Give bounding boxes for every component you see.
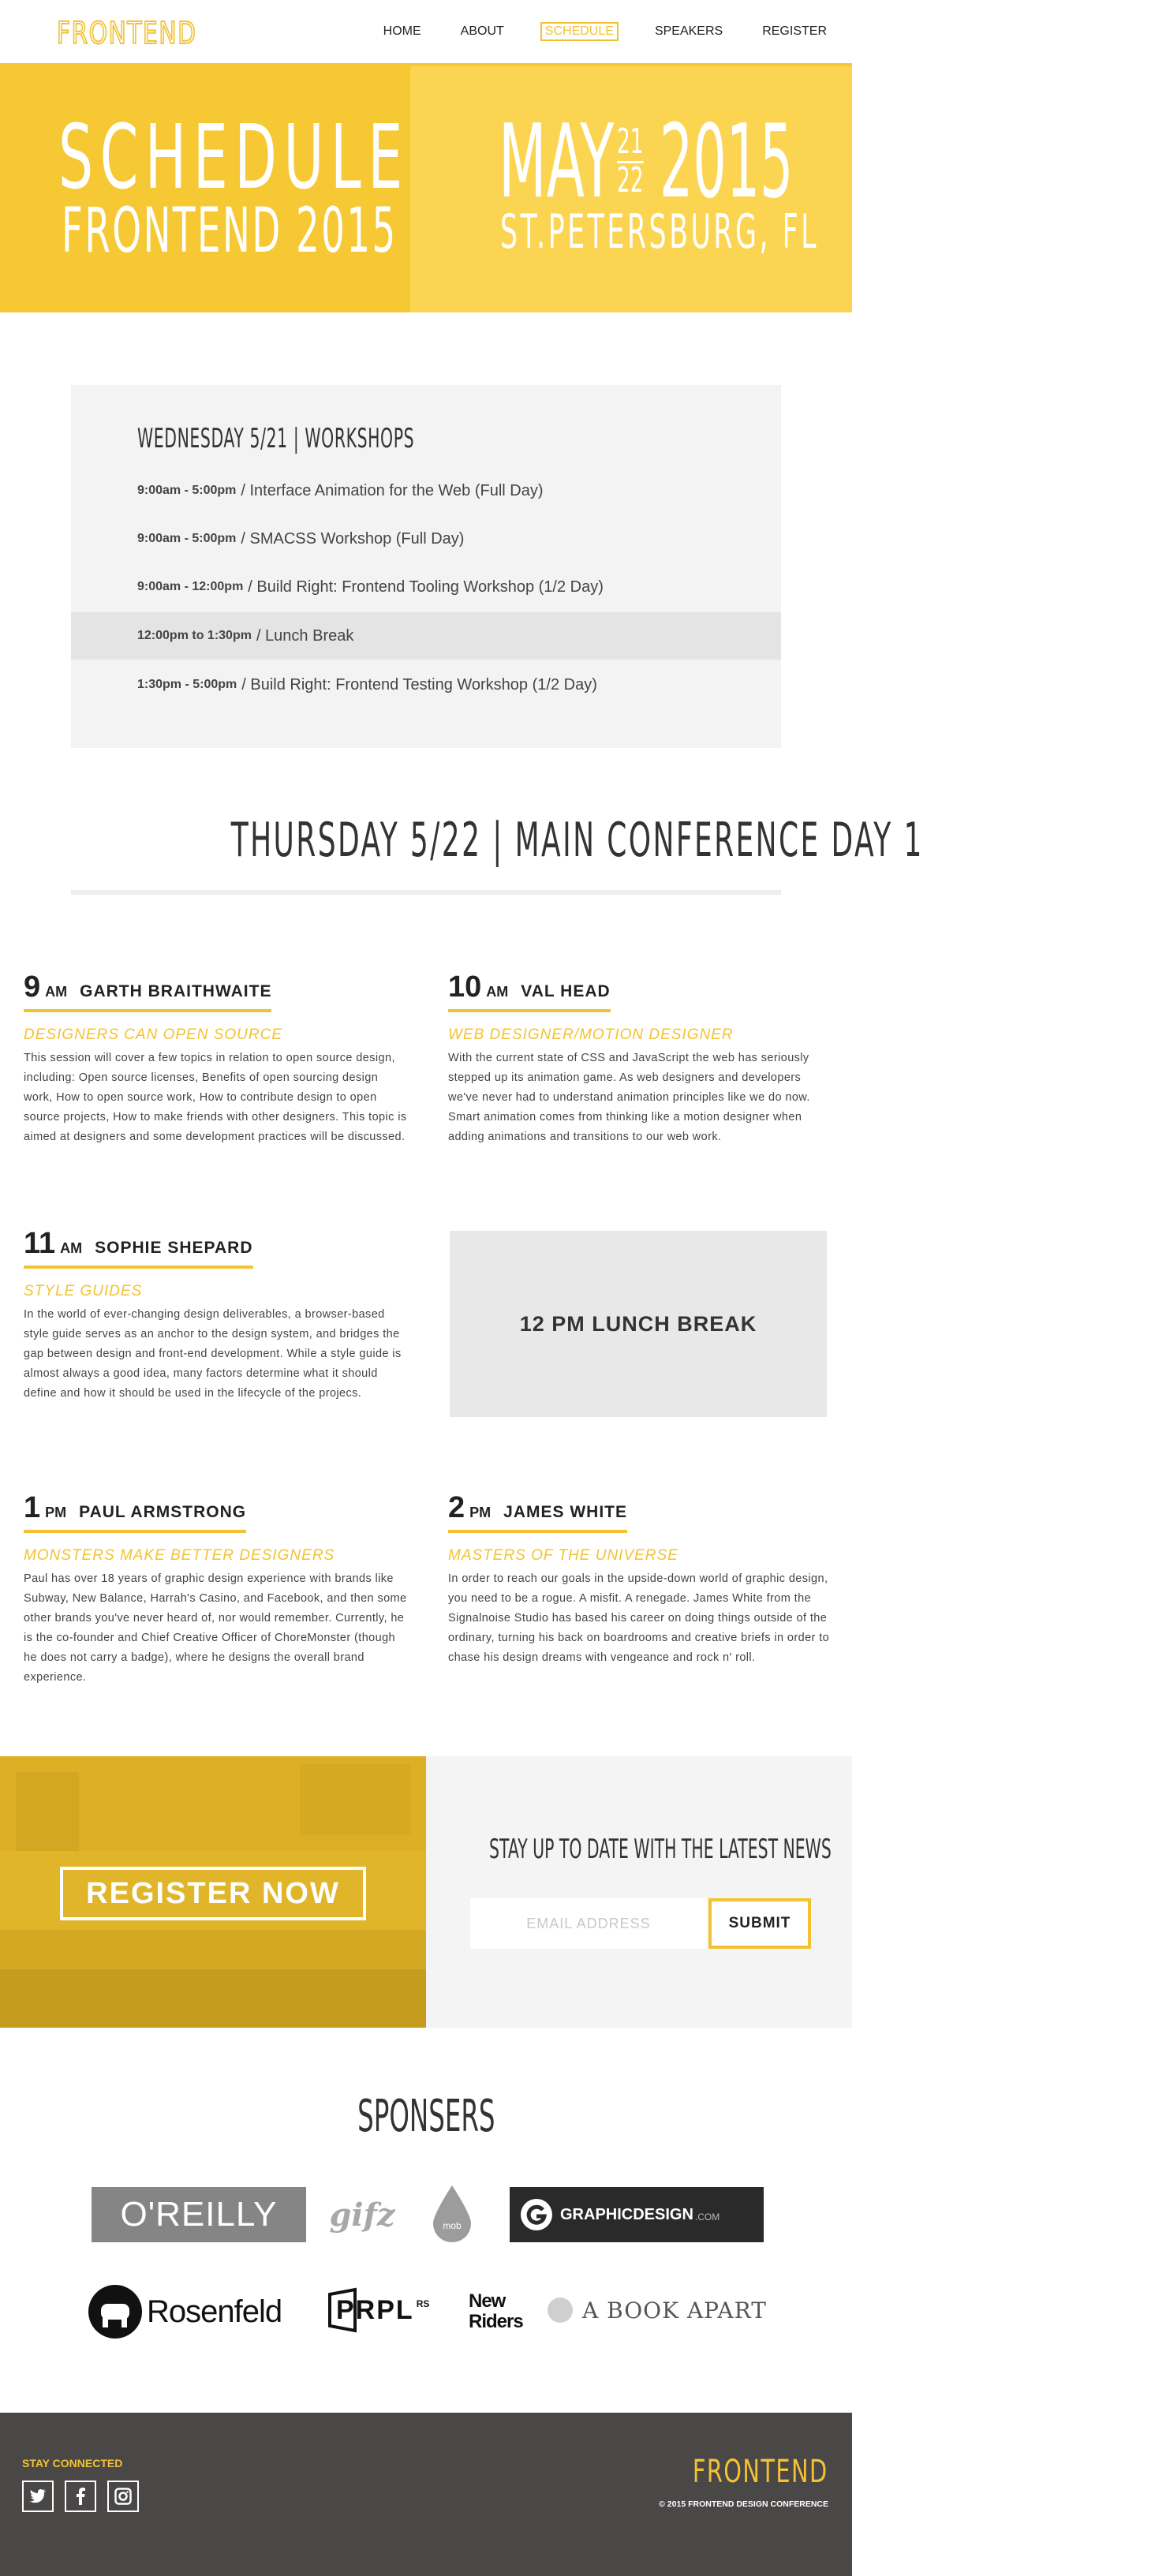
- talk-card: [24, 1491, 410, 1688]
- oreilly-text: O'REILLY: [120, 2195, 278, 2234]
- talk-speaker[interactable]: GARTH BRAITHWAITE: [80, 982, 272, 1000]
- talk-hour: 1: [24, 1491, 41, 1524]
- prpl-text: PRPL: [336, 2294, 414, 2325]
- drop-logo-text: mob: [443, 2220, 462, 2231]
- hero-day-1: 21: [617, 122, 644, 162]
- talk-topic: STYLE GUIDES: [24, 1283, 143, 1299]
- workshop-row: [71, 563, 781, 611]
- sponsors-heading-wrap: [0, 2091, 852, 2142]
- hero-banner: [0, 66, 852, 312]
- talk-header: [448, 970, 611, 1012]
- talk-card: [24, 970, 410, 1147]
- workshops-panel: [71, 385, 781, 748]
- workshop-time: 9:00am - 5:00pm: [137, 532, 237, 545]
- sponsor-oreilly[interactable]: [92, 2187, 306, 2242]
- talk-card: [448, 970, 835, 1147]
- talk-header: [24, 970, 271, 1012]
- hero-year: 2015: [660, 103, 794, 221]
- rosenfeld-text: Rosenfeld: [147, 2294, 282, 2329]
- talk-topic: WEB DESIGNER/MOTION DESIGNER: [448, 1026, 734, 1043]
- instagram-icon[interactable]: [107, 2481, 139, 2512]
- day1-heading: THURSDAY 5/22 | MAIN CONFERENCE DAY 1: [230, 813, 924, 868]
- talk-card: [24, 1227, 410, 1404]
- prpl-suffix: RS: [416, 2298, 430, 2309]
- workshop-title: / Build Right: Frontend Tooling Workshop (1/2 Day): [248, 578, 604, 596]
- workshop-time: 1:30pm - 5:00pm: [137, 678, 237, 691]
- newriders-line-2: Riders: [469, 2311, 523, 2332]
- graphicdesign-g-icon: [519, 2197, 554, 2232]
- talk-hour: 9: [24, 970, 41, 1004]
- talk-header: [24, 1227, 253, 1269]
- workshop-title: / Lunch Break: [256, 626, 354, 645]
- day1-divider: [71, 890, 781, 895]
- email-input[interactable]: EMAIL ADDRESS: [470, 1898, 707, 1949]
- sponsor-drop[interactable]: [426, 2182, 478, 2245]
- sponsor-abookapart[interactable]: [546, 2285, 768, 2335]
- workshop-time: 9:00am - 12:00pm: [137, 580, 244, 593]
- sponsor-gifz[interactable]: [327, 2187, 398, 2242]
- nav-about[interactable]: ABOUT: [460, 24, 504, 38]
- workshop-row: [71, 515, 781, 563]
- workshop-row: [71, 467, 781, 514]
- top-nav: [0, 0, 852, 66]
- sponsor-prpl[interactable]: [327, 2285, 458, 2335]
- submit-button[interactable]: SUBMIT: [708, 1898, 811, 1949]
- talk-topic: DESIGNERS CAN OPEN SOURCE: [24, 1026, 282, 1043]
- hero-right-panel: [410, 66, 852, 312]
- lunch-break-card: 12 PM LUNCH BREAK: [450, 1231, 827, 1417]
- stay-connected-label: STAY CONNECTED: [22, 2457, 123, 2469]
- newsletter-title: STAY UP TO DATE WITH THE LATEST NEWS: [489, 1834, 832, 1865]
- hero-days: [617, 122, 644, 200]
- talk-description: Paul has over 18 years of graphic design experience with brands like Subway, New Balance, Harrah's Casino, and Facebook, and then some other brands you've never heard of, nor would remember. Currently, he is the co-founder and Chief Creative Officer of ChoreMonster (though he does not carry a badge), where he designs the overall brand experience.: [24, 1572, 407, 1684]
- talk-speaker[interactable]: VAL HEAD: [521, 982, 611, 1000]
- facebook-icon[interactable]: [65, 2481, 96, 2512]
- newsletter-panel: [426, 1756, 852, 2028]
- site-logo[interactable]: FRONTEND: [57, 16, 197, 50]
- register-now-button[interactable]: REGISTER NOW: [60, 1867, 366, 1920]
- social-links: [22, 2481, 139, 2512]
- workshop-time: 9:00am - 5:00pm: [137, 484, 237, 497]
- nav-links: [347, 22, 830, 41]
- hero-title: SCHEDULE: [58, 107, 409, 209]
- talk-hour: 2: [448, 1491, 465, 1524]
- drop-logo-icon: [430, 2184, 474, 2244]
- talk-description: With the current state of CSS and JavaScript the web has seriously stepped up its animation game. As web designers and developers we've never had to understand animation principles like we do now. Smart animation comes from thinking like a motion designer when adding animations and transitions to our web work.: [448, 1052, 810, 1143]
- talk-header: [24, 1491, 246, 1533]
- workshop-title: / Build Right: Frontend Testing Workshop (1/2 Day): [241, 675, 597, 694]
- workshop-row-lunch: [71, 612, 781, 660]
- day1-heading-wrap: [0, 813, 924, 868]
- footer-logo[interactable]: FRONTEND: [693, 2454, 828, 2490]
- sponsor-newriders[interactable]: [469, 2280, 540, 2343]
- talk-card: [448, 1491, 835, 1668]
- talk-topic: MONSTERS MAKE BETTER DESIGNERS: [24, 1547, 335, 1564]
- talk-ampm: PM: [469, 1505, 492, 1520]
- talk-description: This session will cover a few topics in relation to open source design, including: Open source licenses, Benefits of open sourcing design work, How to open source work, How to contribute design to open source projects, How to make friends with other designers. This topic is aimed at designers and some development practices will be discussed.: [24, 1052, 407, 1143]
- graphicdesign-text: GRAPHICDESIGN: [560, 2205, 693, 2223]
- hero-left-panel: [0, 66, 410, 312]
- workshop-title: / Interface Animation for the Web (Full Day): [241, 481, 544, 499]
- workshop-time: 12:00pm to 1:30pm: [137, 629, 252, 642]
- talk-hour: 11: [24, 1227, 56, 1260]
- nav-speakers[interactable]: SPEAKERS: [654, 24, 723, 38]
- nav-schedule[interactable]: SCHEDULE: [540, 22, 619, 41]
- talk-ampm: AM: [45, 984, 68, 1000]
- graphicdesign-suffix: .COM: [694, 2211, 720, 2223]
- hero-subtitle: FRONTEND 2015: [62, 196, 398, 267]
- footer: [0, 2413, 852, 2576]
- talk-ampm: AM: [486, 984, 509, 1000]
- twitter-icon[interactable]: [22, 2481, 54, 2512]
- abookapart-icon: [546, 2296, 574, 2324]
- talk-speaker[interactable]: PAUL ARMSTRONG: [79, 1503, 247, 1521]
- gifz-logo: gifz: [329, 2196, 395, 2234]
- talk-header: [448, 1491, 627, 1533]
- workshop-title: / SMACSS Workshop (Full Day): [241, 529, 465, 548]
- hero-day-2: 22: [617, 160, 644, 200]
- newriders-line-1: New: [469, 2290, 506, 2312]
- talk-speaker[interactable]: SOPHIE SHEPARD: [95, 1239, 253, 1257]
- hero-location: ST.PETERSBURG, FL: [500, 204, 819, 260]
- talk-ampm: PM: [45, 1505, 67, 1520]
- talk-speaker[interactable]: JAMES WHITE: [503, 1503, 627, 1521]
- nav-register[interactable]: REGISTER: [762, 24, 827, 38]
- workshops-heading: WEDNESDAY 5/21 | WORKSHOPS: [137, 423, 415, 454]
- talk-hour: 10: [448, 970, 482, 1004]
- talk-ampm: AM: [60, 1240, 83, 1256]
- talk-topic: MASTERS OF THE UNIVERSE: [448, 1547, 678, 1564]
- register-banner: [0, 1756, 426, 2028]
- workshop-row: [71, 661, 781, 708]
- talk-description: In order to reach our goals in the upside-down world of graphic design, you need to be a rogue. A misfit. A renegade. James White from the Signalnoise Studio has based his career on doing things outside of the ordinary, turning his back on boardrooms and creative briefs in order to chase his design dreams with vengeance and rock n' roll.: [448, 1572, 830, 1664]
- sponsor-graphicdesign[interactable]: [510, 2187, 764, 2242]
- abookapart-text: A BOOK APART: [582, 2297, 767, 2324]
- hero-month: MAY: [499, 103, 615, 221]
- sponsors-heading: SPONSERS: [357, 2091, 495, 2142]
- rosenfeld-elephant-icon: [87, 2283, 144, 2340]
- nav-home[interactable]: HOME: [383, 24, 421, 38]
- sponsor-rosenfeld[interactable]: [87, 2280, 308, 2343]
- copyright-text: © 2015 FRONTEND DESIGN CONFERENCE: [659, 2499, 828, 2509]
- talk-description: In the world of ever-changing design deliverables, a browser-based style guide serves as an anchor to the design system, and bridges the gap between design and front-end development. While a style guide is almost always a good idea, many factors determine what it should define and how it should be used in the lifecycle of the projecs.: [24, 1308, 402, 1400]
